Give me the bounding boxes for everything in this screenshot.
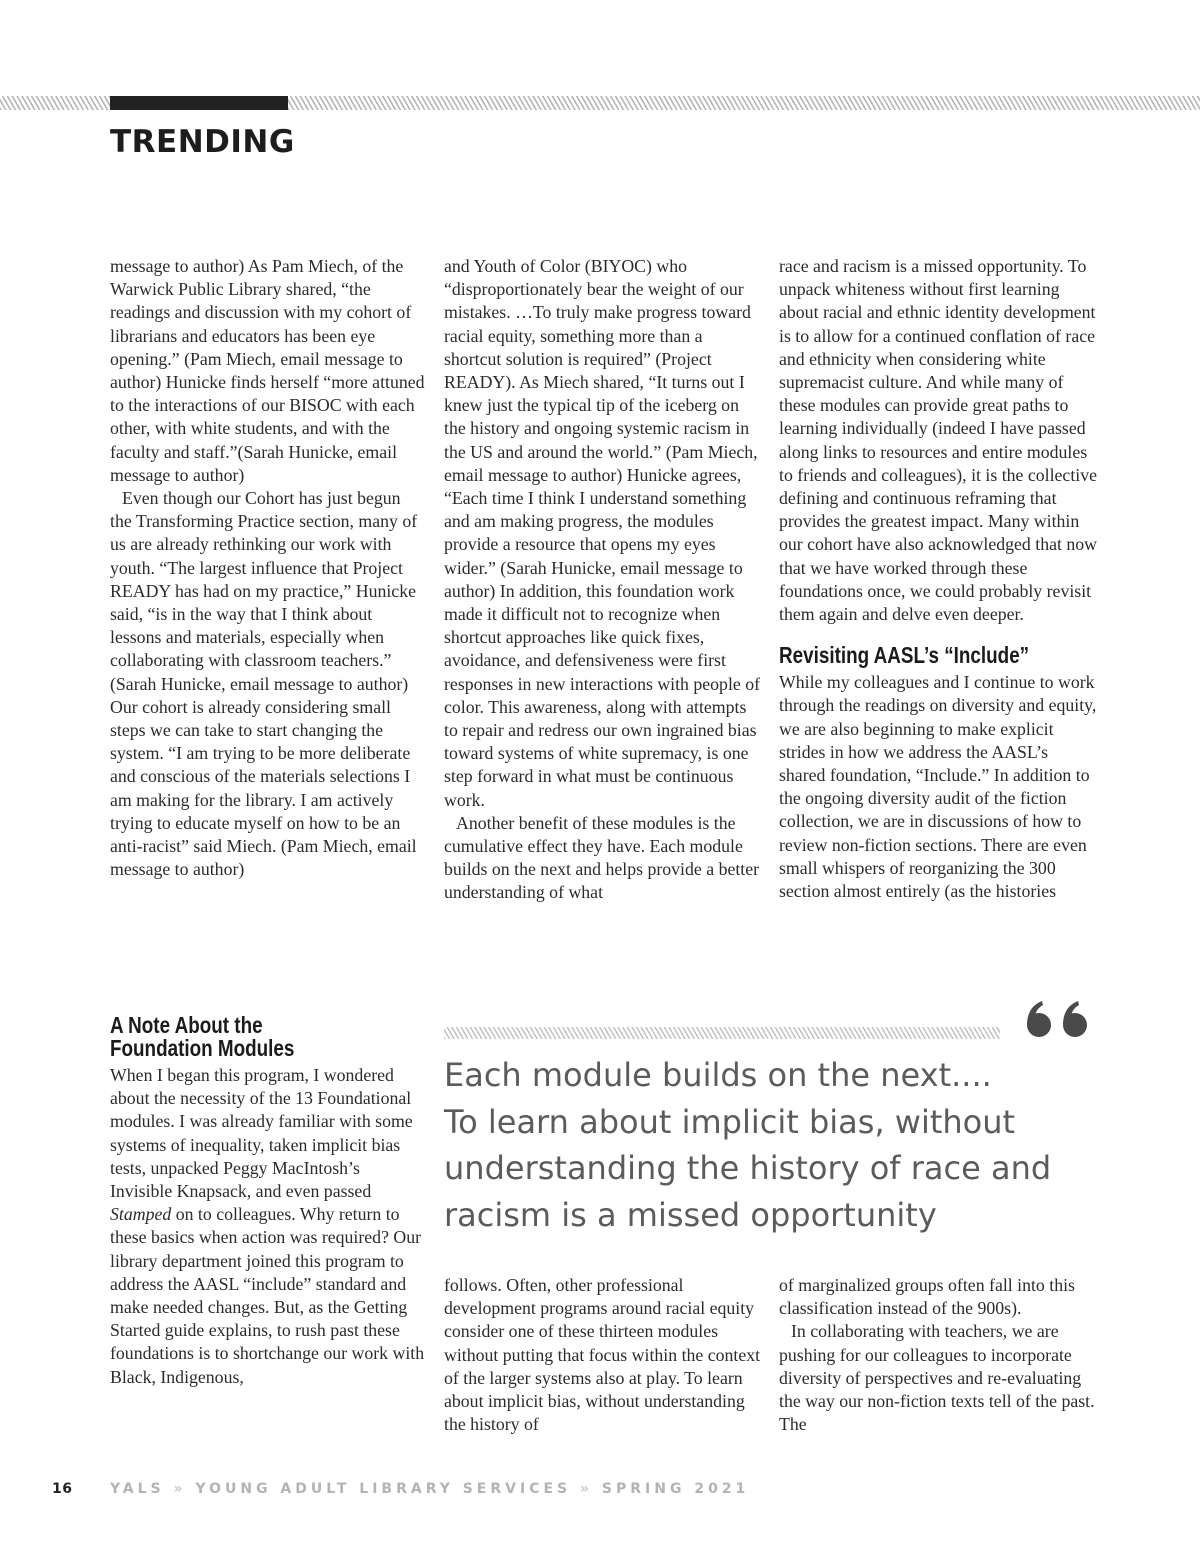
subheading-foundation-modules-line2: Foundation Modules [110, 1035, 295, 1061]
column-2 [444, 255, 762, 905]
footer-publication: YALS [110, 1481, 165, 1497]
pull-quote-line: To learn about implicit bias, without [444, 1102, 1016, 1141]
footer-separator: » [173, 1481, 187, 1497]
footer-journal: YOUNG ADULT LIBRARY SERVICES [195, 1481, 572, 1497]
pull-quote-line: Each module builds on the next.... [444, 1056, 992, 1094]
pull-quote [444, 1052, 1104, 1238]
quote-mark-icon [1022, 985, 1094, 1045]
text-run: on to colleagues. Why return to these basics when action was required? Our library department joined this program to address the AASL “include” standard and make needed changes. But, as the Getting Started guide explains, to rush past these foundations is to shortchange our work with Black, Indigenous, [110, 1204, 425, 1387]
paragraph: message to author) As Pam Miech, of the Warwick Public Library shared, “the readings and discussion with my cohort of librarians and educators has been eye opening.” (Pam Miech, email message to author) Hunicke finds herself “more attuned to the interactions of our BISOC with each other, with white students, and with the faculty and staff.”(Sarah Hunicke, email message to author) [110, 256, 425, 485]
column-5 [444, 1274, 762, 1436]
column-4 [110, 1014, 426, 1389]
paragraph [110, 1064, 426, 1389]
footer-separator: » [580, 1481, 594, 1497]
section-title: TRENDING [110, 124, 295, 160]
header-stripe-left [0, 96, 110, 110]
page-number: 16 [52, 1481, 73, 1497]
column-1 [110, 255, 426, 881]
section-bar [110, 96, 288, 110]
paragraph: In collaborating with teachers, we are pushing for our colleagues to incorporate diversity of perspectives and re-evaluating the way our non-fiction texts tell of the past. The [779, 1321, 1095, 1435]
pull-quote-stripe [444, 1027, 1000, 1039]
running-footer [110, 1481, 749, 1497]
paragraph: Another benefit of these modules is the cumulative effect they have. Each module builds on the next and helps provide a better understanding of what [444, 812, 760, 903]
paragraph: of marginalized groups often fall into this classification instead of the 900s). [779, 1275, 1075, 1319]
footer-issue: SPRING 2021 [601, 1481, 750, 1497]
subheading-foundation-modules-line1: A Note About the [110, 1012, 263, 1038]
column-3 [779, 255, 1097, 903]
book-title: Stamped [110, 1204, 172, 1225]
paragraph: race and racism is a missed opportunity. To unpack whiteness without first learning about racial and ethnic identity development is to allow for a continued conflation of race and ethnicity when considering white supremacist culture. And while many of these modules can provide great paths to learning individually (indeed I have passed along links to resources and entire modules to friends and colleagues), it is the collective defining and continuous reframing that provides the greatest impact. Many within our cohort have also acknowledged that now that we have worked through these foundations once, we could probably revisit them again and delve even deeper. [779, 256, 1097, 625]
paragraph: follows. Often, other professional development programs around racial equity consider one of these thirteen modules without putting that focus within the context of the larger systems also at play. To learn about implicit bias, without understanding the history of [444, 1275, 761, 1435]
subheading-revisiting-include: Revisiting AASL’s “Include” [779, 642, 1030, 669]
pull-quote-line: understanding the history of race and [444, 1149, 1052, 1187]
pull-quote-line: racism is a missed opportunity [444, 1195, 937, 1234]
header-stripe-right [288, 96, 1200, 110]
paragraph: and Youth of Color (BIYOC) who “disproportionately bear the weight of our mistakes. …To truly make progress toward racial equity, something more than a shortcut solution is required” (Project READY). As Miech shared, “It turns out I knew just the typical tip of the iceberg on the history and ongoing systemic racism in the US and around the world.” (Pam Miech, email message to author) Hunicke agrees, “Each time I think I understand something and am making progress, the modules provide a resource that opens my eyes wider.” (Sarah Hunicke, email message to author) In addition, this foundation work made it difficult not to recognize when shortcut approaches like quick fixes, avoidance, and defensiveness were first responses in new interactions with people of color. This awareness, along with attempts to repair and redress our own ingrained bias toward systems of white supremacy, is one step forward in what must be continuous work. [444, 256, 761, 810]
paragraph: While my colleagues and I continue to work through the readings on diversity and equity, we are also beginning to make explicit strides in how we address the AASL’s shared foundation, “Include.” In addition to the ongoing diversity audit of the fiction collection, we are in discussions of how to review non-fiction sections. There are even small whispers of reorganizing the 300 section almost entirely (as the histories [779, 672, 1097, 902]
text-run: When I began this program, I wondered about the necessity of the 13 Foundational modules. I was already familiar with some systems of inequality, taken implicit bias tests, unpacked Peggy MacIntosh’s Invisible Knapsack, and even passed [110, 1065, 413, 1202]
column-6 [779, 1274, 1097, 1436]
paragraph: Even though our Cohort has just begun the Transforming Practice section, many of us are already rethinking our work with youth. “The largest influence that Project READY has had on my practice,” Hunicke said, “is in the way that I think about lessons and materials, especially when collaborating with classroom teachers.” (Sarah Hunicke, email message to author) Our cohort is already considering small steps we can take to start changing the system. “I am trying to be more deliberate and conscious of the materials selections I am making for the library. I am actively trying to educate myself on how to be an anti-racist” said Miech. (Pam Miech, email message to author) [110, 488, 418, 880]
